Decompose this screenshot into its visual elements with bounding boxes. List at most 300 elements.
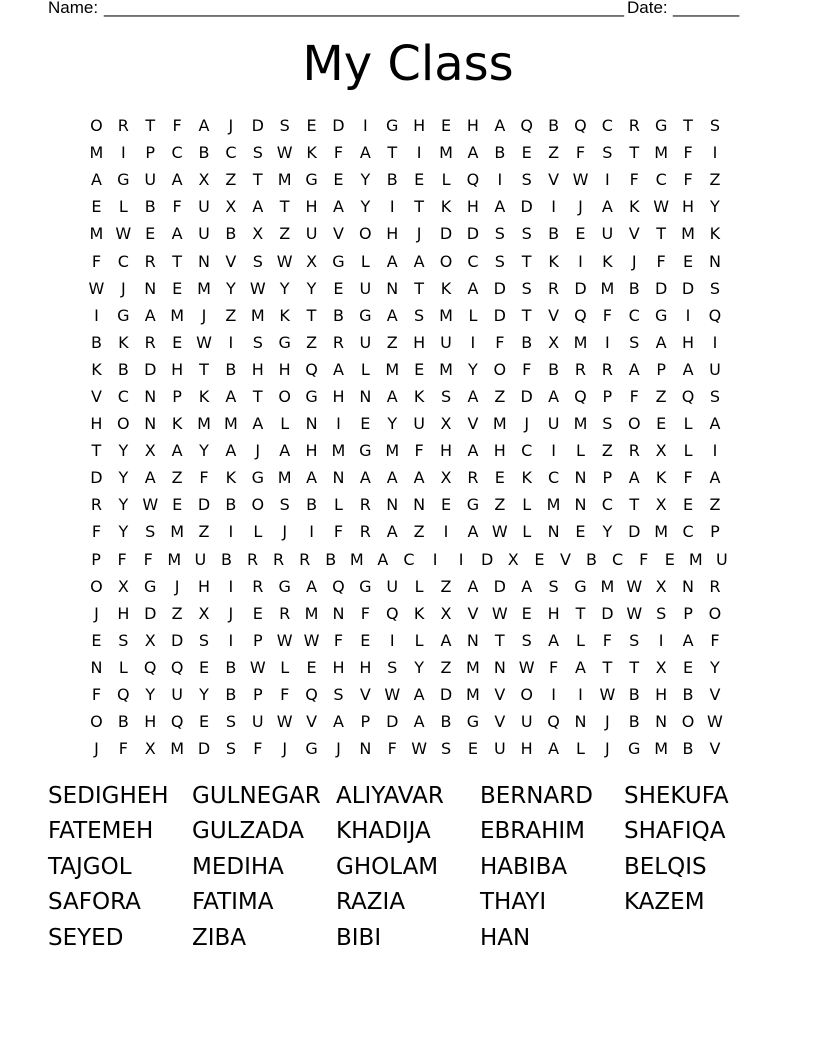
grid-letter[interactable]: M [492, 414, 507, 434]
grid-letter[interactable]: R [279, 603, 291, 623]
grid-letter[interactable]: T [521, 305, 532, 325]
grid-letter[interactable]: A [386, 468, 398, 488]
grid-letter[interactable]: I [658, 630, 664, 650]
grid-letter[interactable]: Q [170, 657, 184, 677]
grid-letter[interactable]: T [602, 657, 613, 677]
grid-letter[interactable]: D [654, 278, 668, 298]
grid-letter[interactable]: E [575, 224, 586, 244]
grid-letter[interactable]: B [117, 359, 129, 379]
grid-letter[interactable]: A [332, 712, 344, 732]
grid-letter[interactable]: F [333, 522, 344, 542]
grid-letter[interactable]: X [655, 441, 667, 461]
grid-letter[interactable]: R [548, 278, 560, 298]
grid-letter[interactable]: Z [709, 495, 721, 515]
grid-letter[interactable]: U [386, 576, 399, 596]
grid-letter[interactable]: S [709, 116, 720, 136]
grid-letter[interactable]: B [90, 332, 102, 352]
grid-letter[interactable]: F [333, 630, 344, 650]
grid-letter[interactable]: S [198, 630, 210, 650]
grid-letter[interactable]: J [174, 576, 180, 596]
grid-letter[interactable]: N [574, 495, 587, 515]
grid-letter[interactable]: Y [118, 495, 129, 515]
grid-letter[interactable]: C [521, 441, 533, 461]
grid-letter[interactable]: P [172, 386, 182, 406]
grid-letter[interactable]: X [225, 197, 237, 217]
grid-letter[interactable]: B [628, 712, 640, 732]
grid-letter[interactable]: O [251, 495, 265, 515]
grid-letter[interactable]: R [601, 359, 613, 379]
grid-letter[interactable]: U [709, 359, 721, 379]
grid-letter[interactable]: W [276, 251, 293, 271]
grid-letter[interactable]: L [280, 657, 290, 677]
grid-letter[interactable]: B [628, 278, 640, 298]
grid-letter[interactable]: W [518, 657, 535, 677]
grid-letter[interactable]: W [491, 603, 508, 623]
grid-letter[interactable]: N [682, 576, 695, 596]
grid-letter[interactable]: N [332, 603, 345, 623]
grid-letter[interactable]: A [225, 441, 237, 461]
grid-letter[interactable]: S [494, 251, 505, 271]
grid-letter[interactable]: A [359, 143, 371, 163]
grid-letter[interactable]: V [709, 739, 721, 759]
grid-letter[interactable]: E [414, 170, 425, 190]
grid-letter[interactable]: G [117, 305, 130, 325]
grid-letter[interactable]: I [120, 143, 126, 163]
grid-letter[interactable]: X [198, 170, 210, 190]
grid-letter[interactable]: J [228, 116, 234, 136]
grid-letter[interactable]: R [359, 522, 371, 542]
grid-letter[interactable]: Q [305, 685, 318, 705]
grid-letter[interactable]: A [252, 414, 264, 434]
grid-letter[interactable]: V [467, 603, 479, 623]
grid-letter[interactable]: O [520, 685, 533, 705]
grid-letter[interactable]: T [414, 197, 425, 217]
grid-letter[interactable]: N [144, 386, 157, 406]
grid-letter[interactable]: F [629, 386, 639, 406]
grid-letter[interactable]: A [628, 468, 640, 488]
grid-letter[interactable]: S [279, 116, 290, 136]
grid-letter[interactable]: S [656, 603, 667, 623]
grid-letter[interactable]: Y [468, 359, 478, 379]
grid-letter[interactable]: W [276, 712, 293, 732]
grid-letter[interactable]: A [709, 414, 721, 434]
grid-letter[interactable]: F [91, 685, 102, 705]
grid-letter[interactable]: L [576, 739, 585, 759]
grid-letter[interactable]: A [306, 576, 318, 596]
grid-letter[interactable]: Y [118, 441, 129, 461]
grid-letter[interactable]: I [336, 414, 341, 434]
grid-letter[interactable]: U [493, 739, 506, 759]
grid-letter[interactable]: K [440, 197, 452, 217]
grid-letter[interactable]: B [521, 332, 533, 352]
grid-letter[interactable]: M [197, 278, 211, 298]
grid-letter[interactable]: J [578, 197, 583, 217]
grid-letter[interactable]: A [386, 305, 398, 325]
grid-letter[interactable]: D [144, 603, 157, 623]
grid-letter[interactable]: V [709, 685, 721, 705]
grid-letter[interactable]: Z [413, 522, 425, 542]
grid-letter[interactable]: V [494, 712, 506, 732]
grid-letter[interactable]: P [145, 143, 156, 163]
grid-letter[interactable]: S [521, 278, 532, 298]
grid-letter[interactable]: U [305, 224, 318, 244]
grid-letter[interactable]: L [522, 495, 532, 515]
grid-letter[interactable]: Z [494, 495, 506, 515]
grid-letter[interactable]: B [548, 224, 560, 244]
grid-letter[interactable]: O [117, 414, 130, 434]
grid-letter[interactable]: Z [279, 224, 291, 244]
grid-letter[interactable]: I [551, 685, 556, 705]
grid-letter[interactable]: A [332, 197, 344, 217]
grid-letter[interactable]: E [494, 468, 505, 488]
grid-letter[interactable]: D [197, 739, 211, 759]
grid-letter[interactable]: W [196, 332, 212, 352]
grid-letter[interactable]: A [467, 386, 479, 406]
grid-letter[interactable]: I [432, 549, 438, 569]
grid-letter[interactable]: A [171, 224, 183, 244]
grid-letter[interactable]: D [520, 197, 533, 217]
grid-letter[interactable]: S [494, 224, 505, 244]
grid-letter[interactable]: X [548, 332, 560, 352]
grid-letter[interactable]: F [172, 197, 182, 217]
grid-letter[interactable]: E [306, 116, 317, 136]
grid-letter[interactable]: J [282, 522, 288, 542]
grid-letter[interactable]: L [683, 441, 693, 461]
grid-letter[interactable]: C [548, 468, 560, 488]
grid-letter[interactable]: P [683, 603, 693, 623]
grid-letter[interactable]: E [467, 739, 478, 759]
grid-letter[interactable]: A [377, 549, 389, 569]
grid-letter[interactable]: N [144, 278, 157, 298]
grid-letter[interactable]: X [440, 414, 452, 434]
grid-letter[interactable]: B [494, 143, 506, 163]
grid-letter[interactable]: O [708, 603, 722, 623]
grid-letter[interactable]: H [682, 197, 695, 217]
grid-letter[interactable]: N [386, 495, 399, 515]
grid-letter[interactable]: T [199, 359, 209, 379]
grid-letter[interactable]: U [547, 414, 560, 434]
grid-letter[interactable]: I [605, 170, 610, 190]
grid-letter[interactable]: L [522, 522, 532, 542]
grid-letter[interactable]: K [225, 468, 237, 488]
grid-letter[interactable]: N [90, 657, 103, 677]
grid-letter[interactable]: Q [143, 657, 157, 677]
grid-letter[interactable]: H [547, 603, 560, 623]
grid-letter[interactable]: T [172, 251, 182, 271]
grid-letter[interactable]: A [306, 468, 318, 488]
grid-letter[interactable]: T [414, 278, 425, 298]
grid-letter[interactable]: W [411, 739, 428, 759]
grid-letter[interactable]: F [683, 468, 693, 488]
grid-letter[interactable]: G [278, 332, 291, 352]
grid-letter[interactable]: I [389, 630, 395, 650]
grid-letter[interactable]: B [225, 657, 237, 677]
grid-letter[interactable]: P [360, 712, 371, 732]
grid-letter[interactable]: T [683, 116, 693, 136]
grid-letter[interactable]: Y [710, 197, 720, 217]
grid-letter[interactable]: Y [306, 278, 317, 298]
grid-letter[interactable]: B [225, 685, 237, 705]
grid-letter[interactable]: A [494, 197, 506, 217]
grid-letter[interactable]: A [413, 685, 425, 705]
grid-letter[interactable]: F [548, 657, 559, 677]
grid-letter[interactable]: R [467, 468, 479, 488]
grid-letter[interactable]: H [117, 603, 130, 623]
grid-letter[interactable]: D [493, 278, 506, 298]
grid-letter[interactable]: F [602, 630, 612, 650]
grid-letter[interactable]: Y [387, 414, 398, 434]
grid-letter[interactable]: G [305, 386, 318, 406]
grid-letter[interactable]: A [332, 359, 344, 379]
grid-letter[interactable]: P [602, 386, 613, 406]
grid-letter[interactable]: I [228, 522, 234, 542]
grid-letter[interactable]: L [683, 414, 693, 434]
grid-letter[interactable]: G [305, 170, 318, 190]
grid-letter[interactable]: V [559, 549, 571, 569]
grid-letter[interactable]: H [440, 441, 453, 461]
grid-letter[interactable]: E [333, 170, 344, 190]
grid-letter[interactable]: D [493, 576, 506, 596]
grid-letter[interactable]: F [91, 251, 102, 271]
grid-letter[interactable]: P [91, 549, 101, 569]
grid-letter[interactable]: S [602, 143, 613, 163]
grid-letter[interactable]: L [360, 251, 370, 271]
grid-letter[interactable]: D [493, 305, 506, 325]
grid-letter[interactable]: C [601, 495, 613, 515]
grid-letter[interactable]: N [386, 278, 399, 298]
grid-letter[interactable]: U [359, 332, 372, 352]
grid-letter[interactable]: T [252, 386, 263, 406]
grid-letter[interactable]: V [628, 224, 640, 244]
grid-letter[interactable]: F [143, 549, 153, 569]
grid-letter[interactable]: M [546, 495, 561, 515]
grid-letter[interactable]: V [225, 251, 237, 271]
grid-letter[interactable]: H [305, 441, 318, 461]
grid-letter[interactable]: R [144, 251, 156, 271]
grid-letter[interactable]: S [252, 143, 263, 163]
grid-letter[interactable]: T [494, 630, 505, 650]
grid-letter[interactable]: H [144, 712, 157, 732]
grid-letter[interactable]: N [332, 468, 345, 488]
grid-letter[interactable]: Q [574, 305, 587, 325]
grid-letter[interactable]: U [251, 712, 264, 732]
grid-letter[interactable]: T [629, 495, 640, 515]
grid-letter[interactable]: B [220, 549, 232, 569]
grid-letter[interactable]: W [653, 197, 670, 217]
grid-letter[interactable]: Q [681, 386, 695, 406]
grid-letter[interactable]: O [90, 576, 103, 596]
grid-letter[interactable]: E [172, 278, 183, 298]
grid-letter[interactable]: M [439, 359, 453, 379]
grid-letter[interactable]: D [251, 116, 264, 136]
grid-letter[interactable]: M [170, 522, 185, 542]
grid-letter[interactable]: Z [494, 386, 506, 406]
grid-letter[interactable]: S [118, 630, 129, 650]
grid-letter[interactable]: F [387, 739, 397, 759]
grid-letter[interactable]: L [360, 359, 370, 379]
grid-letter[interactable]: E [682, 657, 694, 677]
grid-letter[interactable]: H [682, 332, 695, 352]
grid-letter[interactable]: S [709, 278, 720, 298]
grid-letter[interactable]: X [440, 603, 452, 623]
grid-letter[interactable]: F [414, 441, 424, 461]
grid-letter[interactable]: S [387, 657, 398, 677]
grid-letter[interactable]: E [575, 522, 586, 542]
grid-letter[interactable]: I [228, 332, 234, 352]
grid-letter[interactable]: M [385, 441, 400, 461]
grid-letter[interactable]: X [144, 739, 156, 759]
grid-letter[interactable]: W [276, 143, 293, 163]
grid-letter[interactable]: R [332, 332, 345, 352]
grid-letter[interactable]: M [250, 305, 265, 325]
grid-letter[interactable]: B [225, 224, 237, 244]
grid-letter[interactable]: Z [225, 170, 237, 190]
grid-letter[interactable]: I [685, 305, 691, 325]
grid-letter[interactable]: Q [170, 712, 184, 732]
grid-letter[interactable]: A [440, 630, 452, 650]
grid-letter[interactable]: I [551, 197, 556, 217]
grid-letter[interactable]: Y [710, 657, 720, 677]
grid-letter[interactable]: R [628, 116, 640, 136]
grid-letter[interactable]: E [198, 657, 210, 677]
grid-letter[interactable]: S [440, 386, 452, 406]
grid-letter[interactable]: L [118, 197, 128, 217]
grid-letter[interactable]: T [387, 143, 398, 163]
grid-letter[interactable]: N [144, 414, 157, 434]
grid-letter[interactable]: W [88, 278, 105, 298]
grid-letter[interactable]: M [331, 441, 346, 461]
grid-letter[interactable]: J [524, 414, 530, 434]
grid-letter[interactable]: L [414, 576, 424, 596]
grid-letter[interactable]: S [629, 630, 640, 650]
grid-letter[interactable]: B [306, 495, 318, 515]
grid-letter[interactable]: F [91, 522, 102, 542]
grid-letter[interactable]: F [280, 685, 290, 705]
grid-letter[interactable]: M [654, 143, 669, 163]
grid-letter[interactable]: N [359, 739, 372, 759]
grid-letter[interactable]: G [278, 576, 291, 596]
grid-letter[interactable]: K [118, 332, 129, 352]
grid-letter[interactable]: M [277, 170, 292, 190]
grid-letter[interactable]: E [91, 197, 102, 217]
grid-letter[interactable]: F [172, 116, 182, 136]
grid-letter[interactable]: Q [708, 305, 722, 325]
grid-letter[interactable]: G [574, 576, 587, 596]
grid-letter[interactable]: V [359, 685, 371, 705]
grid-letter[interactable]: N [708, 251, 721, 271]
grid-letter[interactable]: H [332, 386, 345, 406]
grid-letter[interactable]: A [548, 630, 560, 650]
grid-letter[interactable]: Z [440, 576, 452, 596]
grid-letter[interactable]: Y [199, 441, 209, 461]
grid-letter[interactable]: A [413, 468, 425, 488]
grid-letter[interactable]: J [228, 603, 234, 623]
grid-letter[interactable]: F [522, 359, 532, 379]
grid-letter[interactable]: Q [574, 116, 587, 136]
grid-letter[interactable]: L [441, 170, 451, 190]
grid-letter[interactable]: I [389, 197, 395, 217]
grid-letter[interactable]: A [467, 576, 479, 596]
grid-letter[interactable]: M [654, 739, 669, 759]
grid-letter[interactable]: L [576, 630, 585, 650]
grid-letter[interactable]: W [276, 630, 293, 650]
grid-letter[interactable]: M [466, 685, 480, 705]
grid-letter[interactable]: J [605, 712, 610, 732]
grid-letter[interactable]: P [656, 359, 666, 379]
grid-letter[interactable]: M [573, 332, 588, 352]
grid-letter[interactable]: K [521, 468, 532, 488]
grid-letter[interactable]: A [90, 170, 102, 190]
grid-letter[interactable]: I [497, 170, 503, 190]
grid-letter[interactable]: G [359, 576, 372, 596]
grid-letter[interactable]: F [656, 251, 666, 271]
grid-letter[interactable]: G [386, 116, 399, 136]
grid-letter[interactable]: F [117, 549, 127, 569]
grid-letter[interactable]: S [440, 739, 452, 759]
grid-letter[interactable]: H [466, 197, 479, 217]
grid-letter[interactable]: F [602, 305, 612, 325]
grid-letter[interactable]: G [117, 170, 130, 190]
grid-letter[interactable]: S [521, 630, 532, 650]
grid-letter[interactable]: H [520, 739, 533, 759]
grid-letter[interactable]: E [534, 549, 545, 569]
grid-letter[interactable]: A [467, 441, 479, 461]
grid-letter[interactable]: V [494, 685, 506, 705]
grid-letter[interactable]: S [548, 576, 559, 596]
grid-letter[interactable]: E [172, 495, 183, 515]
grid-letter[interactable]: E [414, 359, 425, 379]
grid-letter[interactable]: I [712, 441, 718, 461]
grid-letter[interactable]: H [171, 359, 184, 379]
grid-letter[interactable]: H [413, 116, 426, 136]
grid-letter[interactable]: U [144, 170, 157, 190]
grid-letter[interactable]: X [440, 468, 452, 488]
grid-letter[interactable]: I [228, 630, 234, 650]
grid-letter[interactable]: X [117, 576, 129, 596]
grid-letter[interactable]: A [144, 305, 156, 325]
grid-letter[interactable]: D [197, 495, 211, 515]
grid-letter[interactable]: X [655, 576, 667, 596]
grid-letter[interactable]: U [520, 712, 533, 732]
grid-letter[interactable]: O [493, 359, 507, 379]
grid-letter[interactable]: Q [332, 576, 345, 596]
grid-letter[interactable]: D [332, 116, 345, 136]
grid-letter[interactable]: A [521, 576, 533, 596]
grid-letter[interactable]: S [521, 224, 532, 244]
grid-letter[interactable]: S [252, 332, 263, 352]
grid-letter[interactable]: U [440, 332, 452, 352]
grid-letter[interactable]: A [279, 441, 291, 461]
grid-letter[interactable]: J [120, 278, 126, 298]
grid-letter[interactable]: X [655, 495, 667, 515]
grid-letter[interactable]: B [117, 712, 129, 732]
grid-letter[interactable]: E [440, 116, 452, 136]
grid-letter[interactable]: J [282, 739, 288, 759]
grid-letter[interactable]: H [197, 576, 211, 596]
grid-letter[interactable]: H [655, 685, 668, 705]
grid-letter[interactable]: C [403, 549, 415, 569]
grid-letter[interactable]: U [194, 549, 207, 569]
grid-letter[interactable]: T [306, 305, 317, 325]
grid-letter[interactable]: G [654, 305, 668, 325]
grid-letter[interactable]: J [336, 739, 341, 759]
grid-letter[interactable]: M [385, 359, 400, 379]
grid-letter[interactable]: A [494, 116, 506, 136]
grid-letter[interactable]: Z [171, 468, 183, 488]
grid-letter[interactable]: C [117, 386, 129, 406]
grid-letter[interactable]: C [601, 116, 613, 136]
grid-letter[interactable]: V [548, 170, 560, 190]
